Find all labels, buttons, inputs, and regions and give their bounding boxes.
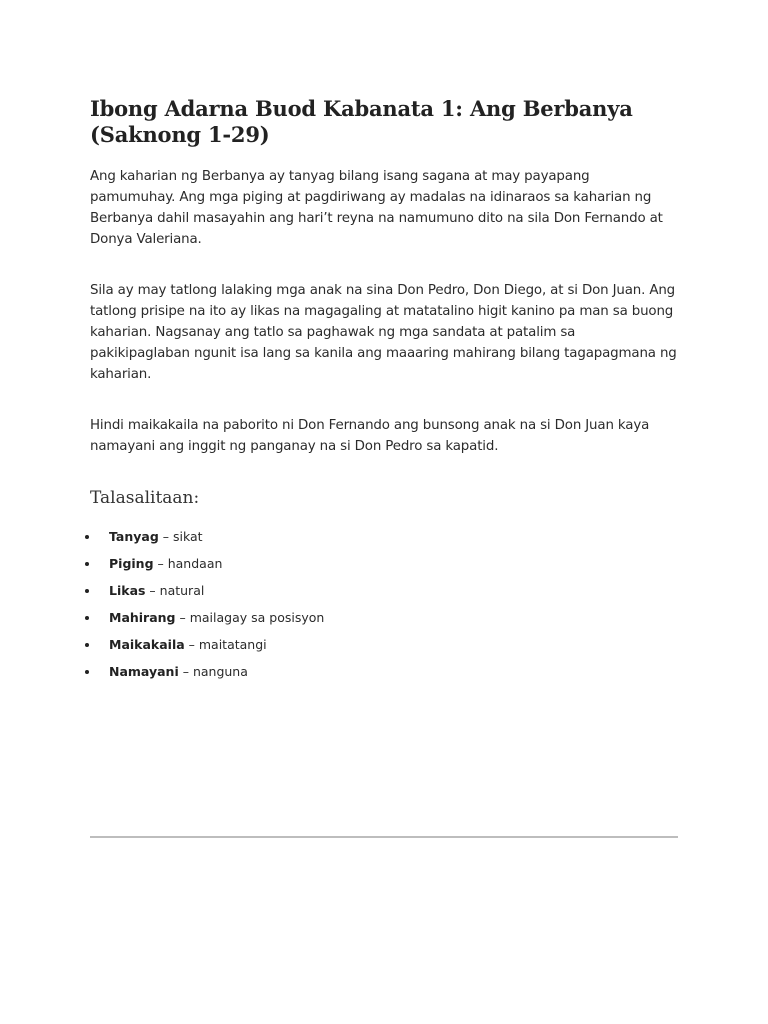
vocab-term: Tanyag [109, 529, 159, 544]
vocab-term: Mahirang [109, 610, 176, 625]
bullet-icon [85, 616, 89, 620]
vocab-definition: – mailagay sa posisyon [175, 610, 325, 625]
vocab-definition: – nanguna [178, 664, 248, 679]
vocab-definition: – natural [145, 583, 205, 598]
vocab-term: Namayani [109, 664, 179, 679]
list-item [90, 581, 324, 608]
vocabulary-heading: Talasalitaan: [90, 488, 200, 508]
vocab-definition: – sikat [158, 529, 203, 544]
vocab-definition: – handaan [153, 556, 223, 571]
paragraph-1: Ang kaharian ng Berbanya ay tanyag bilang isang sagana at may payapang pamumuhay. Ang mga piging at pagdiriwang ay madalas na idinaraos sa kaharian ng Berbanya dahil masayahin ang hari’t reyna na namumuno dito na sila Don Fernando at Donya Valeriana. [90, 169, 663, 247]
list-item [90, 662, 324, 689]
bullet-icon [85, 535, 89, 539]
list-item [90, 608, 324, 635]
article-title: Ibong Adarna Buod Kabanata 1: Ang Berbanya (Saknong 1-29) [90, 96, 633, 147]
bullet-icon [85, 670, 89, 674]
bullet-icon [85, 643, 89, 647]
list-item [90, 527, 324, 554]
bullet-icon [85, 589, 89, 593]
list-item [90, 554, 324, 581]
horizontal-divider [90, 836, 678, 838]
list-item [90, 635, 324, 662]
vocabulary-list [90, 527, 324, 689]
paragraph-3: Hindi maikakaila na paborito ni Don Fernando ang bunsong anak na si Don Juan kaya namayani ang inggit ng panganay na si Don Pedro sa kapatid. [90, 418, 650, 454]
bullet-icon [85, 562, 89, 566]
vocab-term: Piging [109, 556, 154, 571]
vocab-term: Likas [109, 583, 146, 598]
vocab-definition: – maitatangi [184, 637, 267, 652]
paragraph-2: Sila ay may tatlong lalaking mga anak na sina Don Pedro, Don Diego, at si Don Juan. Ang tatlong prisipe na ito ay likas na magagaling at matatalino higit kanino pa man sa buong kaharian. Nagsanay ang tatlo sa paghawak ng mga sandata at patalim sa pakikipaglaban ngunit isa lang sa kanila ang maaaring mahirang bilang tagapagmana ng kaharian. [90, 283, 677, 382]
vocab-term: Maikakaila [109, 637, 185, 652]
